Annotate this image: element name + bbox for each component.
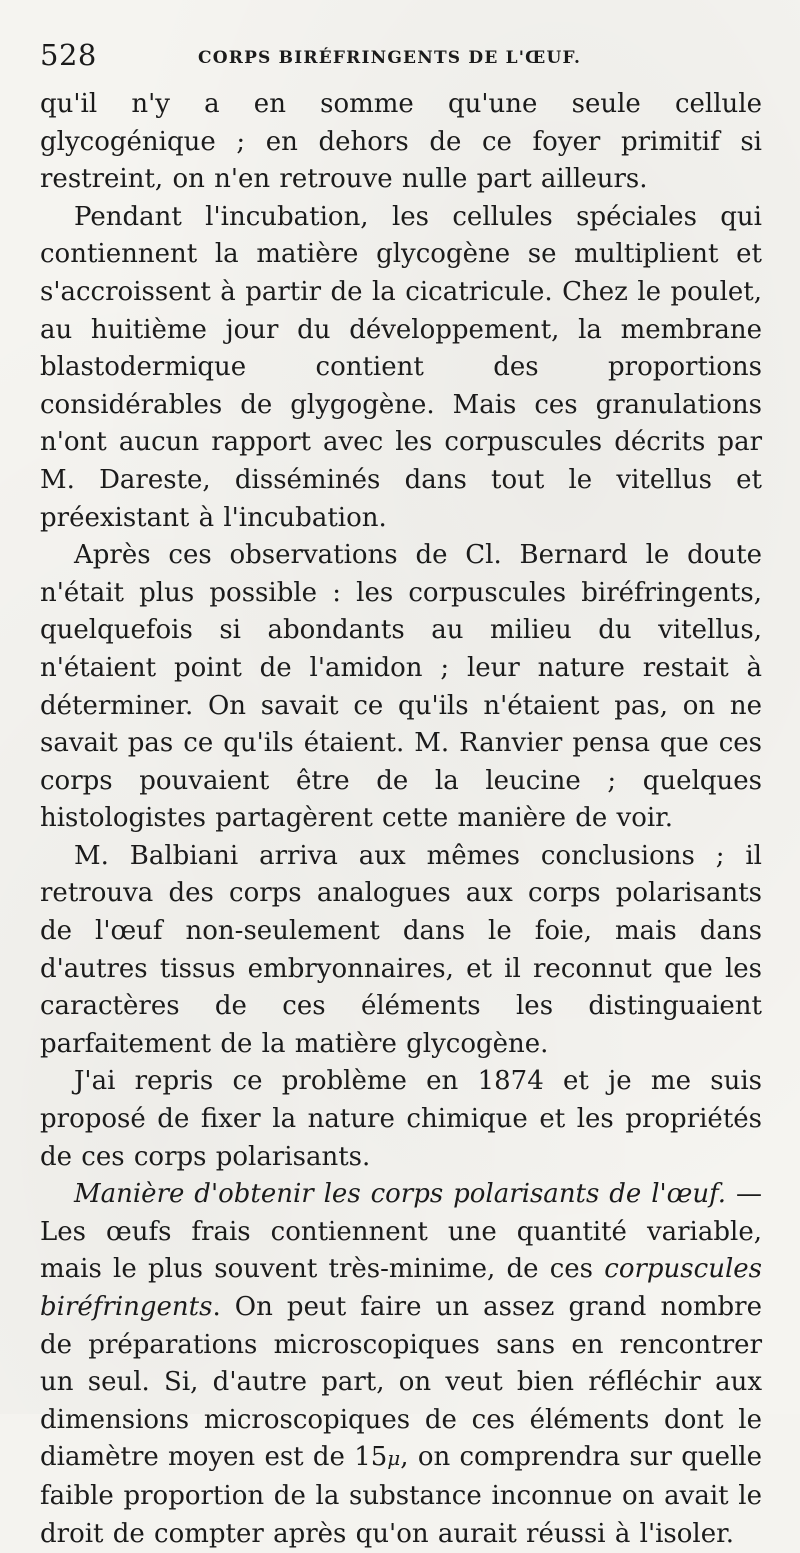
running-title: CORPS BIRÉFRINGENTS DE L'ŒUF. (198, 48, 582, 68)
page-header (40, 38, 760, 78)
micron-unit: μ (387, 1446, 401, 1471)
emphasis-text: corpuscules biréfringents (40, 1254, 762, 1322)
paragraph-2: Pendant l'incubation, les cellules spéciales qui contiennent la matière glycogène se multiplient et s'accroissent à partir de la cicatricule. Chez le poulet, au huitième jour du développement, la membrane blastodermique contient des proportions considérables de glygogène. Mais ces granulations n'ont aucun rapport avec les corpuscules décrits par M. Dareste, disséminés dans tout le vitellus et préexistant à l'incubation. (40, 201, 762, 533)
paragraph-5: J'ai repris ce problème en 1874 et je me suis proposé de fixer la nature chimique et les propriétés de ces corps polarisants. (40, 1066, 762, 1172)
paragraph-6 (40, 1176, 762, 1553)
paragraph-4: M. Balbiani arriva aux mêmes conclusions ; il retrouva des corps analogues aux corps polarisants de l'œuf non-seulement dans le foie, mais dans d'autres tissus embryonnaires, et il reconnut que les caractères de ces éléments les distinguaient parfaitement de la matière glycogène. (40, 840, 762, 1059)
paragraph-3: Après ces observations de Cl. Bernard le doute n'était plus possible : les corpuscules biréfringents, quelquefois si abondants au milieu du vitellus, n'étaient point de l'amidon ; leur nature restait à déterminer. On savait ce qu'ils n'étaient pas, on ne savait pas ce qu'ils étaient. M. Ranvier pensa que ces corps pouvaient être de la leucine ; quelques histologistes partagèrent cette manière de voir. (40, 540, 762, 834)
paragraph-6-text-c: , on comprendra sur quelle faible proportion de la substance inconnue on avait le droit de compter après qu'on aurait réussi à l'isoler. (40, 1442, 762, 1549)
page-number: 528 (40, 38, 97, 72)
paragraph-6-text-b: . On peut faire un assez grand nombre de préparations microscopiques sans en rencontrer un seul. Si, d'autre part, on veut bien réfléchir aux dimensions microscopiques de ces éléments dont le diamètre moyen est de 15 (40, 1292, 762, 1473)
paragraph-1: qu'il n'y a en somme qu'une seule cellule glycogénique ; en dehors de ce foyer primitif si restreint, on n'en retrouve nulle part ailleurs. (40, 89, 762, 195)
body-text (40, 86, 762, 1553)
section-heading-inline: Manière d'obtenir les corps polarisants de l'œuf. (74, 1179, 727, 1210)
paragraph-6-text-a: — Les œufs frais contiennent une quantité variable, mais le plus souvent très-minime, de ces (40, 1179, 762, 1285)
